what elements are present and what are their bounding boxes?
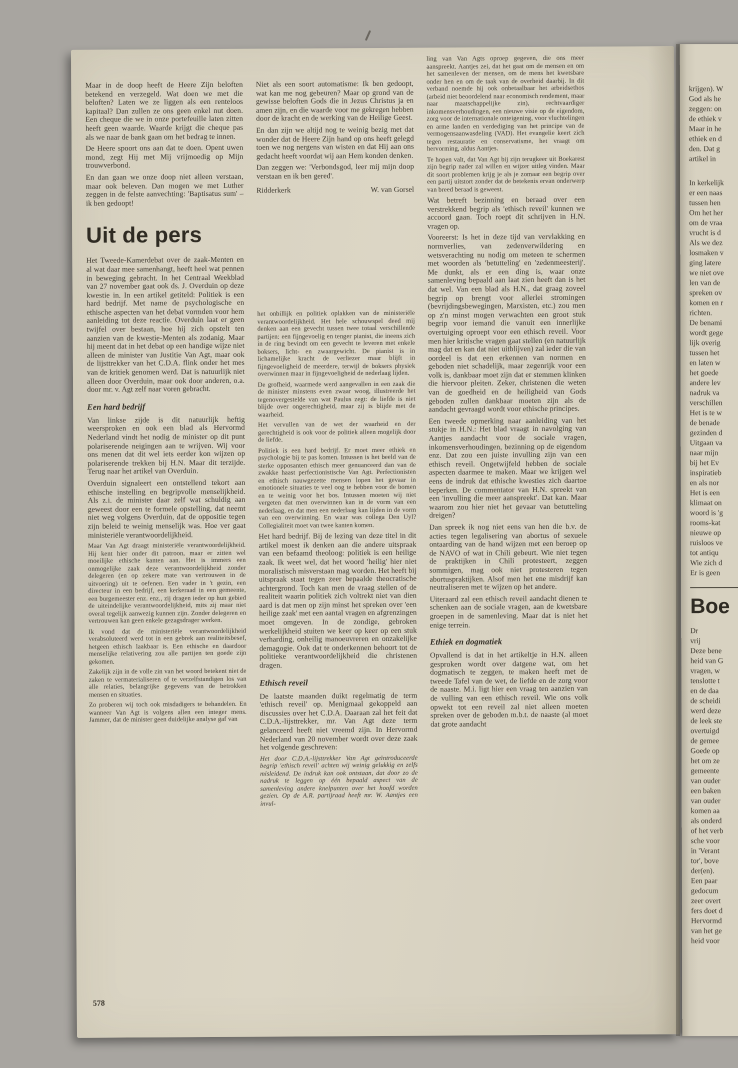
fine-print-paragraph: Maar Van Agt draagt ministeriële verantwoordelijkheid. Hij kent hier onder dit patroon, maar er zitten wel moeilijke ethische kanten aan. Het is immers een onmogelijke zaak deze verantwoordelijkheid zonder delegeren (en op zekere mate van vertrouwen in de uitvoering) uit te oefenen. Een vader in 't gezin, een directeur in een bedrijf, een kerkeraad in een gemeente, een burgemeester enz. enz., zij dragen ieder op hun gebied de uiteindelijke verantwoordelijkheid, mits zij maar niet overal tegelijk aanwezig kunnen zijn. Zonder delegeren en vertrouwen kan geen enkele gezagsdrager werken. bbox=[88, 541, 247, 625]
section-divider-rule bbox=[690, 587, 738, 588]
text-fragment: richten. bbox=[689, 308, 713, 318]
text-fragment: en laten w bbox=[689, 358, 721, 368]
text-fragment: Als we dez bbox=[689, 238, 723, 248]
text-fragment: krijgen). W bbox=[688, 84, 724, 94]
paragraph: Het Tweede-Kamerdebat over de zaak-Menten en al wat daar mee samenhangt, heeft heel wat pennen in beweging gebracht. In het Centraal Weekblad van 27 november gaat ook ds. J. Overduin op deze kwestie in. In een artikel getiteld: Politiek is een hard bedrijf. Met name de psychologische en ethische aspecten van het debat vormden voor hem aanleiding tot deze reactie. Overduin laat er geen twijfel over bestaan, hoe hij zich opstelt ten aanzien van de kwestie-Menten als zodanig. Maar hij meent dat in het debat op een handige wijze niet alleen de minister van Justitie Van Agt, maar ook de lijsttrekker van het C.D.A. flink onder het mes van de kritiek genomen werd. Dat is natuurlijk niet alleen door Overduin, maar ook door anderen, o.a. door mr. v. Agt zelf naar voren gebracht. bbox=[86, 255, 245, 394]
quote-paragraph: Het door C.D.A.-lijsttrekker Van Agt geïntroduceerde begrip 'ethisch reveil' achten wij weinig gelukkig en zelfs misleidend. De indruk kan ook ontstaan, dat door zo de nadruk te leggen op één bepaald aspect van de samenleving andere knelpunten over het hoofd worden gezien. Op de A.R. partijraad heeft mr. W. Aantjes een invul- bbox=[259, 754, 418, 808]
column-whitespace bbox=[257, 194, 415, 311]
text-fragment: tussen het bbox=[689, 348, 720, 358]
col3-fine-print bbox=[426, 55, 585, 194]
page-number: 578 bbox=[92, 998, 105, 1008]
text-fragment: inspiratieb bbox=[689, 468, 722, 478]
col2-body-2 bbox=[260, 691, 418, 752]
fine-print-paragraph: Politiek is een hard bedrijf. Er moet meer ethiek en psychologie bij te pas komen. Intussen is het beeld van de sterke opposanten ethisch meer genuanceerd dan van de zwakke haast perfectionistische Van Agt. Perfectionisten en ethisch nauwgezette mensen lopen het gevaar in emotionele situaties te veel oog te hebben voor de bomen en te weinig voor het bos. Intussen moeten wij niet vergeten dat men overwinnen kan in de vorm van een nederlaag, en dat men een nederlaag kan lijden in de vorm van een overwinning. En waar was collega Den Uyl? Collegialiteit moet van twee kanten komen. bbox=[258, 446, 417, 530]
boeken-section-heading: Boe bbox=[690, 595, 730, 619]
text-fragment: de leek ste bbox=[690, 716, 723, 726]
col2-quote bbox=[260, 755, 418, 808]
text-fragment: rooms-kat bbox=[689, 518, 721, 528]
text-fragment: woord is 'g bbox=[689, 508, 723, 518]
text-fragment: ging latere bbox=[689, 258, 722, 268]
text-fragment: vrucht is d bbox=[689, 228, 721, 238]
paragraph: Vooreerst: Is het in deze tijd van vervlakking en normverlies, van zedenverwildering en wetsverachting nu nodig om meteen te schermen met woorden als 'betutteling' en 'zedenmeesterij'. Me dunkt, als er een ding is, waar onze samenleving bepaald aan laat zien heeft dan is het dat wel. Van een blad als H.N., dat graag zoveel begrip op brengt voor allerlei stromingen (bevrijdingsbewegingen, Marxisten, etc.) zou men op z'n minst mogen verwachten een groot stuk begrip voor iemand die vanuit een innerlijke overtuiging oproept voor een ethisch reveil. Voor men hier kritische vragen gaat stellen (en natuurlijk mag dat en kan dat niet uitblijven) zal ieder die van oordeel is dat een erkennen van normen en geboden niet schadelijk, maar zegenrijk voor een volk is, dankbaar moet zijn dat er stemmen klinken die hiervoor pleiten. Zeker, christenen die weten van de goedheid en de heiligheid van Gods geboden zullen dankbaar moeten zijn als de aandacht gevraagd wordt voor ethische principes. bbox=[427, 232, 587, 414]
text-fragment: en de daa bbox=[690, 686, 719, 696]
text-fragment: er een naas bbox=[689, 188, 723, 198]
text-fragment: ruisloos ve bbox=[689, 538, 723, 548]
col1-fine-print bbox=[88, 542, 247, 724]
text-fragment: komen en r bbox=[689, 298, 724, 308]
fine-print-paragraph: De grofheid, waarmede werd aangevallen in een zaak die de minister minstens even zwaar woog, illustreerde het tegenovergestelde van wat Paulus zegt: de liefde is niet blijde over ongerechtigheid, maar zij is blijde met de waarheid. bbox=[257, 380, 416, 419]
section-heading-uit-de-pers: Uit de pers bbox=[86, 222, 203, 249]
text-fragment: Er is geen bbox=[690, 568, 721, 578]
signoff-author: W. van Gorsel bbox=[370, 184, 415, 194]
column-1 bbox=[85, 57, 248, 996]
text-fragment: de scheidi bbox=[690, 696, 721, 706]
text-fragment: artikel in bbox=[688, 154, 716, 164]
text-fragment: nieuwe op bbox=[689, 528, 722, 538]
text-fragment: God als he bbox=[688, 94, 721, 104]
text-fragment: losmaken v bbox=[689, 248, 724, 258]
next-page-review-fragments bbox=[690, 626, 738, 946]
text-fragment: in 'Verant bbox=[690, 846, 720, 856]
fine-print-paragraph: Het vervullen van de wet der waarheid en der gerechtigheid is ook voor de politiek alleen mogelijk door de liefde. bbox=[257, 420, 416, 444]
paragraph: En dan gaan we onze doop niet alleen verstaan, maar ook beleven. Dan mogen we met Luther zeggen in de felste aanvechting: 'Baptisatus sum' – ik ben gedoopt! bbox=[85, 171, 244, 208]
text-fragment: Om het her bbox=[689, 208, 723, 218]
fine-print-paragraph: Zo proberen wij toch ook misdadigers te behandelen. En wanneer Van Agt is volgens allen een integer mens. Jammer, dat de minister geen duidelijke analyse gaf van bbox=[88, 700, 247, 724]
next-page-mid-fragments bbox=[689, 178, 738, 578]
text-fragment: andere lev bbox=[689, 378, 721, 388]
text-fragment: nadruk va bbox=[689, 388, 720, 398]
text-fragment: een baken bbox=[690, 786, 721, 796]
text-fragment: spreken ov bbox=[689, 288, 723, 298]
paragraph: Opvallend is dat in het artikeltje in H.N. alleen gesproken wordt over datgene wat, om het dogmatisch te zeggen, te maken heeft met de tweede Tafel van de wet, de liefde en de zorg voor de naaste. M.i. ligt hier een vraag ten aanzien van de vulling van een ethisch reveil. Wie ons volk opwekt tot een reveil zal niet alleen moeten spreken over de geboden m.b.t. de naaste (al moet dat grote aandacht bbox=[430, 649, 589, 729]
fine-print-paragraph: ling van Van Agts oproep gegeven, die ons meer aanspreekt. Aantjes zei, dat het gaat om de mensen en om het samenleven der mensen, om de mens het kwetsbare onder hen en om de taak van de overheid daarbij. In dit verband noemde hij ook onbetaalbaar het arbeidsethos (arbeid niet beoordelend naar economisch rendement, maar naar maatschappelijke zin), rechtvaardiger inkomensverhoudingen, een nieuwe visie op de eigendom, zorg voor de internationale onteigening, voor vluchtelingen en arme landen en verdediging van het principe van de vermogensaanwasdeling (VAD). Het evangelie keert zich tegen restauratie en conservatisme, het vraagt om hervorming, aldus Aantjes. bbox=[426, 54, 585, 153]
col3-body-2 bbox=[430, 651, 588, 729]
text-fragment: tussen hen bbox=[689, 198, 721, 208]
text-fragment: of het verb bbox=[690, 826, 724, 836]
page-spine-shadow bbox=[676, 44, 680, 1036]
text-fragment: gezinden d bbox=[689, 428, 723, 438]
page-columns bbox=[71, 46, 680, 1038]
text-fragment: ethiek en d bbox=[688, 134, 722, 144]
text-fragment: de gemee bbox=[690, 736, 720, 746]
text-fragment: naar mijn bbox=[689, 448, 719, 458]
column-3 bbox=[426, 55, 589, 994]
paragraph: Overduin signaleert een ontstellend tekort aan ethische instelling en begripvolle menselijkheid. Als z.i. de minister daar zelf wat schuldig aan geweest door een te formele opstelling, dat neemt niet weg volgens Overduin, dat de oppositie tegen zijn beleid te weinig menselijk was. Hoe ver gaat ministeriële verantwoordelijkheid. bbox=[87, 477, 246, 540]
text-fragment: tenslotte t bbox=[690, 676, 720, 686]
text-fragment: van het ge bbox=[691, 926, 722, 936]
text-fragment: komen aa bbox=[690, 806, 720, 816]
text-fragment: de benade bbox=[689, 418, 720, 428]
text-fragment: gemeente bbox=[690, 766, 720, 776]
col1-body bbox=[87, 416, 245, 540]
text-fragment: Uitgaan va bbox=[689, 438, 723, 448]
article-end-col1 bbox=[85, 81, 243, 208]
subhead-ethisch-reveil: Ethisch reveil bbox=[259, 678, 308, 688]
text-fragment: Hervormd bbox=[690, 916, 722, 926]
paragraph: En dan zijn we altijd nog te weinig bezig met dat wonder dat de Heere Zijn hand op ons heeft gelegd toen we nog nergens van wisten en dat Hij aan ons gedacht heeft voordat wij aan Hem konden denken. bbox=[256, 124, 414, 161]
text-fragment: Dr bbox=[690, 626, 699, 636]
text-fragment: lijk overig bbox=[689, 338, 721, 348]
text-fragment: en als nor bbox=[689, 478, 720, 488]
column-2 bbox=[256, 56, 419, 995]
paragraph: De Heere spoort ons aan dat te doen. Opent uwen mond, zegt Hij met Mij vrijmoedig op Mijn trouwverbond. bbox=[85, 142, 244, 171]
fine-print-paragraph: Zakelijk zijn in de volle zin van het woord betekent niet de zaken te vermaterialiseren of te verzelfstandigen los van alle relaties, belangrijke gegevens van de betrokken mensen en situaties. bbox=[88, 667, 247, 699]
text-fragment: Maar in he bbox=[688, 124, 722, 134]
text-fragment: In kerkelijk bbox=[689, 178, 724, 188]
text-fragment: Het is te w bbox=[689, 408, 722, 418]
text-fragment: der(en). bbox=[690, 866, 715, 876]
fragment-gap bbox=[689, 164, 738, 178]
text-fragment: tor', bove bbox=[690, 856, 719, 866]
paragraph: De laatste maanden duikt regelmatig de term 'ethisch reveil' op. Menigmaal gekoppeld aan discussies over het C.D.A. Daaraan zal het feit dat C.D.A.-lijsttrekker, mr. Van Agt deze term gelanceerd heeft niet vreemd zijn. In Hervormd Nederland van 20 november wordt over deze zaak het volgende geschreven: bbox=[259, 690, 418, 752]
text-fragment: de ethiek v bbox=[688, 114, 722, 124]
paragraph: Maar in de doop heeft de Heere Zijn beloften betekend en verzegeld. Wat doen we met die beloften? Laten we ze liggen als een renteloos kapitaal? Dan zullen ze ons geen enkel nut doen. Een cheque die we in onze portefeuille laten zitten heeft geen waarde. Waarde krijgt die cheque pas als we naar de bank gaan om het bedrag te innen. bbox=[85, 79, 244, 142]
text-fragment: om de vraa bbox=[689, 218, 723, 228]
paragraph: Het hard bedrijf. Bij de lezing van deze titel in dit artikel moest ik denken aan die andere uitspraak van een befaamd theoloog: politiek is een heilige zaak. Ik weet wel, dat het woord 'heilig' hier niet moralistisch misverstaan mag worden. Het heeft bij uitspraak staat tegen zeer bepaalde theocratische achtergrond. Toch kan men de vraag stellen of de realiteit waarin politiek zich voltrekt niet van dien aard is dat men op zijn minst het spreken over 'een heilige zaak' met een aantal vragen en afgrenzingen moet omgeven. In de zondige, gebroken werkelijkheid stuiten we keer op keer op een stuk verharding, onheilig manoeuvreren en onzakelijke demagogie. Ook dat te onderkennen behoort tot de politieke verantwoordelijkheid die christenen dragen. bbox=[258, 530, 418, 670]
text-fragment: sche voor bbox=[690, 836, 720, 846]
text-fragment: als onderd bbox=[690, 816, 722, 826]
text-fragment: verschillen bbox=[689, 398, 723, 408]
text-fragment: Een paar bbox=[690, 876, 718, 886]
text-fragment: Het is een bbox=[689, 488, 720, 498]
text-fragment: zeggen: on bbox=[688, 104, 722, 114]
text-fragment: Goede op bbox=[690, 746, 720, 756]
col2-fine-print bbox=[257, 310, 416, 530]
text-fragment: tot antiqu bbox=[690, 548, 719, 558]
text-fragment: wordt gege bbox=[689, 328, 723, 338]
text-fragment: we niet ove bbox=[689, 268, 724, 278]
text-fragment: Wie zich d bbox=[690, 558, 723, 568]
paragraph: Uiteraard zal een ethisch reveil aandacht dienen te schenken aan de sociale vragen, aan de kwetsbare groepen in de samenleving. Maar dat is niet het enige terrein. bbox=[429, 593, 588, 630]
paragraph: Dan zeggen we: 'Verbondsgod, leer mij mijn doop verstaan en ik ben gered'. bbox=[256, 162, 415, 181]
text-fragment: zeer overt bbox=[690, 896, 721, 906]
text-fragment: vrij bbox=[690, 636, 701, 646]
text-fragment: overtuigd bbox=[690, 726, 720, 736]
paragraph: Een tweede opmerking naar aanleiding van het stukje in H.N.: Het blad vraagt in navolging van Aantjes aandacht voor de sociale vragen, inkomensverhoudingen, bezinning op de eigendom enz. Dat zou een juiste invulling zijn van een ethisch reveil. Ongetwijfeld hebben de sociale aspecten daarmee te maken. Maar we krijgen wel eens de indruk dat ethische kwesties zich daartoe beperken. De commentator van H.N. spreekt van een 'invulling die meer aanspreekt'. Dat kan. Maar waarom zou hier niet het gevaar van betutteling dreigen? bbox=[428, 415, 587, 521]
signoff-place: Ridderkerk bbox=[256, 185, 291, 195]
text-fragment: bij het Ev bbox=[689, 458, 719, 468]
text-fragment: fers doet d bbox=[690, 906, 723, 916]
fine-print-paragraph: Te hopen valt, dat Van Agt bij zijn terugkeer uit Boekarest zijn begrip nader zal willen en wijzer uitleg vinden. Maar dit soort problemen krijg je als je zomaar een begrip over een partij uitstort zonder dat de betekenis ervan onderwerp van breed beraad is geweest. bbox=[426, 155, 585, 194]
text-fragment: van ouder bbox=[690, 776, 721, 786]
paragraph: Wat betreft bezinning en beraad over een verstrekkend begrip als 'ethisch reveil' kunnen we accoord gaan. Toch roept dit schrijven in H.N. vragen op. bbox=[427, 194, 586, 231]
text-fragment: den. Dat g bbox=[688, 144, 721, 154]
text-fragment: len van de bbox=[689, 278, 721, 288]
text-fragment: gedocum bbox=[690, 886, 719, 896]
text-fragment: vragen, w bbox=[690, 666, 720, 676]
text-fragment: van ouder bbox=[690, 796, 721, 806]
text-fragment: heid voor bbox=[691, 936, 720, 946]
next-page-top-fragments bbox=[689, 84, 738, 164]
uit-de-pers-intro bbox=[86, 256, 245, 394]
paragraph: Van linkse zijde is dit natuurlijk heftig weersproken en ook een blad als Hervormd Nederland vindt het nodig de minister op dit punt polariserende neigingen aan te wrijven. Wij voor ons menen dat dit wel iets eerder kon wijzen op polariserende trekken bij H.N. Maar dit terzijde. Terug naar het artikel van Overduin. bbox=[87, 414, 246, 477]
next-page-edge bbox=[680, 44, 738, 1036]
paragraph: Niet als een soort automatisme: Ik ben gedoopt, wat kan me nog gebeuren? Maar op grond van de gewisse beloften Gods die in Jezus Christus ja en amen zijn, en die waarde voor me gekregen hebben door de kracht en de werking van de Heilige Geest. bbox=[255, 78, 414, 124]
text-fragment: klimaat on bbox=[689, 498, 722, 508]
text-fragment: werd deze bbox=[690, 706, 722, 716]
fine-print-paragraph: het onbillijk en politiek oplakken van de ministeriële verantwoordelijkheid. Het hele schouwspel deed mij denken aan een gevecht tussen twee totaal verschillende partijen: een fijngevoelig en tenger pianist, die ineens zich in de ring bevindt om een gevecht te leveren met enkele boksers, licht- en zwaargewicht. De pianist is in lichamelijke kracht de verliezer maar blijft in fijngevoeligheid de meerdere, terwijl de boksers physiek overwinnen maar in fijngevoeligheid de nederlaag lijden. bbox=[257, 309, 416, 378]
text-fragment: De benami bbox=[689, 318, 723, 328]
article-end-col2 bbox=[256, 80, 414, 181]
magazine-page bbox=[71, 46, 680, 1038]
text-fragment: het goede bbox=[689, 368, 719, 378]
col3-body bbox=[427, 196, 587, 630]
text-fragment: Deze bene bbox=[690, 646, 722, 656]
col2-body bbox=[259, 532, 418, 670]
subhead-ethiek-en-dogmatiek: Ethiek en dogmatiek bbox=[429, 637, 503, 647]
text-fragment: heid van G bbox=[690, 656, 724, 666]
text-fragment: het om ze bbox=[690, 756, 720, 766]
scan-artifact bbox=[365, 30, 371, 41]
fine-print-paragraph: Ik vond dat de ministeriële verantwoordelijkheid verabsoluteerd werd tot in een gebrek aan realiteitsbesef, hetgeen ethisch laakbaar is. Een ethische en daardoor menselijke relativering zou alle partijen ten goede zijn gekomen. bbox=[88, 627, 247, 666]
paragraph: Dan spreek ik nog niet eens van hen die b.v. de acties tegen legalisering van abortus of sexuele ontaarding van de hand wijzen met een beroep op de NAVO of wat in Chili gebeurt. Wie niet tegen de praktijken in Chili protesteert, zeggen sommigen, mag ook niet protesteren tegen abortuspraktijken. Alsof men het ene misdrijf kan neutraliseren met te wijzen op het andere. bbox=[429, 521, 588, 592]
subhead-een-hard-bedrijf: Een hard bedrijf bbox=[87, 402, 146, 412]
